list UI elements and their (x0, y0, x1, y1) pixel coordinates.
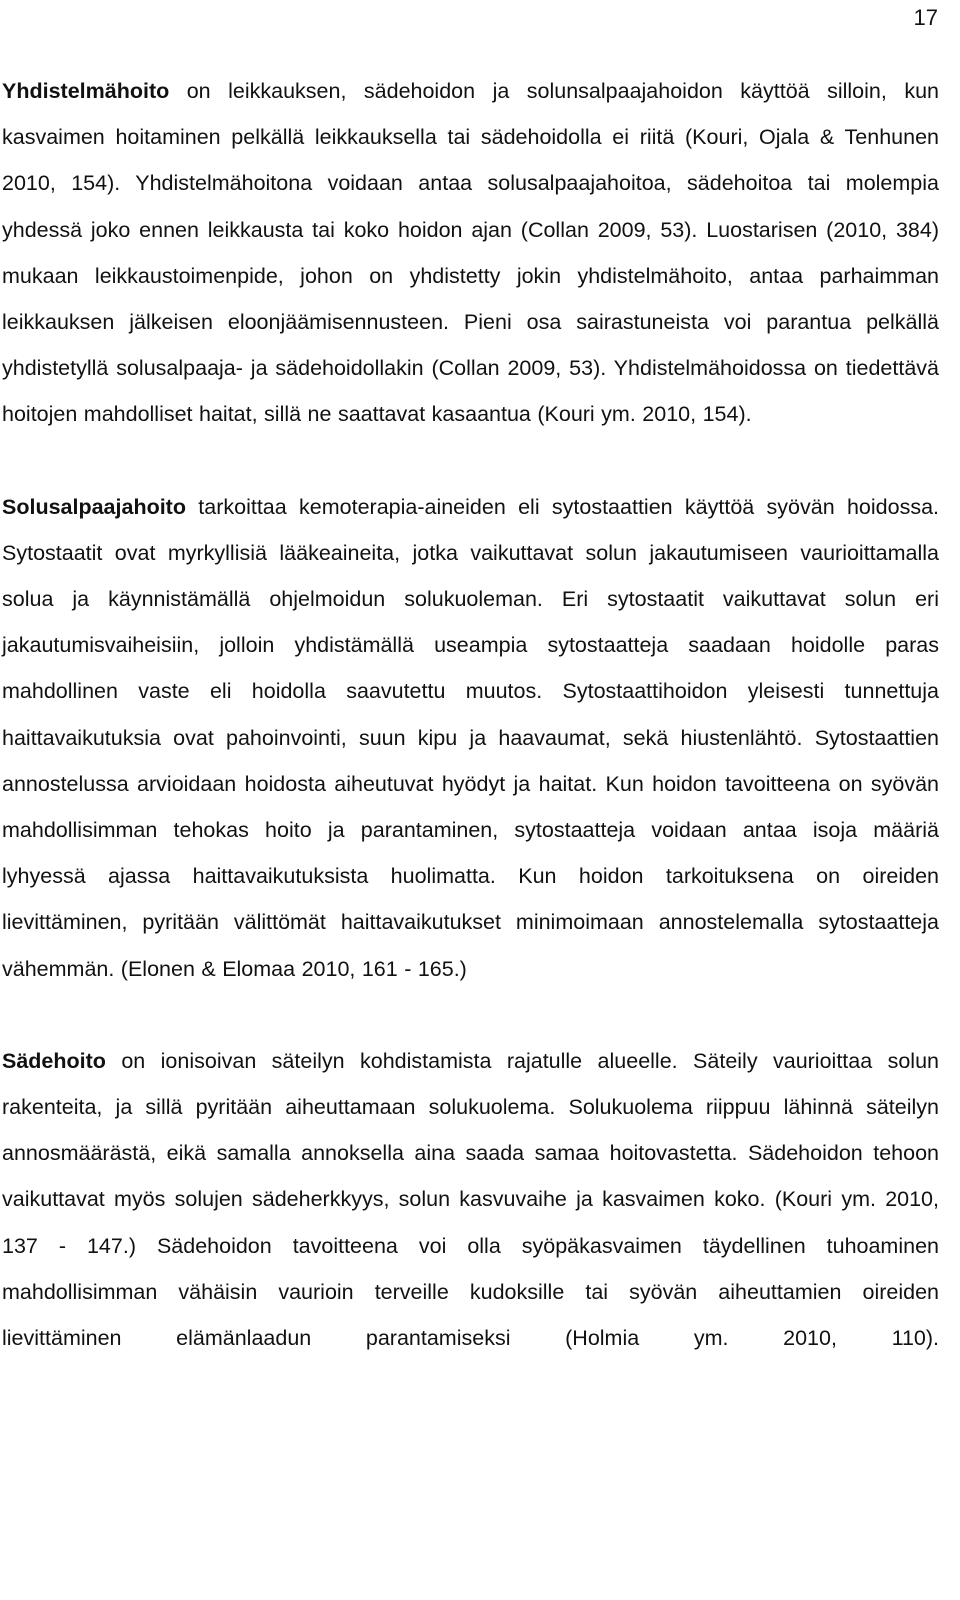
paragraph-text: on ionisoivan säteilyn kohdistamista rajatulle alueelle. Säteily vaurioittaa solun rakenteita, ja sillä pyritään aiheuttamaan solukuolema. Solukuolema riippuu lähinnä säteilyn annosmäärästä, eikä samalla annoksella aina saada samaa hoitovastetta. Sädehoidon tehoon vaikuttavat myös solujen sädeherkkyys, solun kasvuvaihe ja kasvaimen koko. (Kouri ym. 2010, 137 - 147.) Sädehoidon tavoitteena voi olla syöpäkasvaimen täydellinen tuhoaminen mahdollisimman vähäisin vaurioin terveille kudoksille tai syövän aiheuttamien oireiden lievittäminen elämänlaadun parantamiseksi (Holmia ym. 2010, 110). (2, 1048, 939, 1351)
term-heading: Solusalpaajahoito (2, 494, 186, 519)
paragraph-sadehoito (2, 1038, 939, 1361)
paragraph-solusalpaajahoito (2, 484, 939, 992)
paragraph-text: tarkoittaa kemoterapia-aineiden eli sytostaattien käyttöä syövän hoidossa. Sytostaatit ovat myrkyllisiä lääkeaineita, jotka vaikuttavat solun jakautumiseen vaurioittamalla solua ja käynnistämällä ohjelmoidun solukuoleman. Eri sytostaatit vaikuttavat solun eri jakautumisvaiheisiin, jolloin yhdistämällä useampia sytostaatteja saadaan hoidolle paras mahdollinen vaste eli hoidolla saavutettu muutos. Sytostaattihoidon yleisesti tunnettuja haittavaikutuksia ovat pahoinvointi, suun kipu ja haavaumat, sekä hiustenlähtö. Sytostaattien annostelussa arvioidaan hoidosta aiheutuvat hyödyt ja haitat. Kun hoidon tavoitteena on syövän mahdollisimman tehokas hoito ja parantaminen, sytostaatteja voidaan antaa isoja määriä lyhyessä ajassa haittavaikutuksista huolimatta. Kun hoidon tarkoituksena on oireiden lievittäminen, pyritään välittömät haittavaikutukset minimoimaan annostelemalla sytostaatteja vähemmän. (Elonen & Elomaa 2010, 161 - 165.) (2, 494, 939, 981)
term-heading: Sädehoito (2, 1048, 106, 1073)
page-number: 17 (913, 5, 938, 30)
body-text (2, 68, 939, 1361)
term-heading: Yhdistelmähoito (2, 79, 170, 103)
paragraph-text: on leikkauksen, sädehoidon ja solunsalpaajahoidon käyttöä silloin, kun kasvaimen hoitaminen pelkällä leikkauksella tai sädehoidolla ei riitä (Kouri, Ojala & Tenhunen 2010, 154). Yhdistelmähoitona voidaan antaa solusalpaajahoitoa, sädehoitoa tai molempia yhdessä joko ennen leikkausta tai koko hoidon ajan (Collan 2009, 53). Luostarisen (2010, 384) mukaan leikkaustoimenpide, johon on yhdistetty jokin yhdistelmähoito, antaa parhaimman leikkauksen jälkeisen eloonjäämisennusteen. Pieni osa sairastuneista voi parantua pelkällä yhdistetyllä solusalpaaja- ja sädehoidollakin (Collan 2009, 53). Yhdistelmähoidossa on tiedettävä hoitojen mahdolliset haitat, sillä ne saattavat kasaantua (Kouri ym. 2010, 154). (2, 79, 939, 427)
paragraph-yhdistelmahoito (2, 68, 939, 438)
